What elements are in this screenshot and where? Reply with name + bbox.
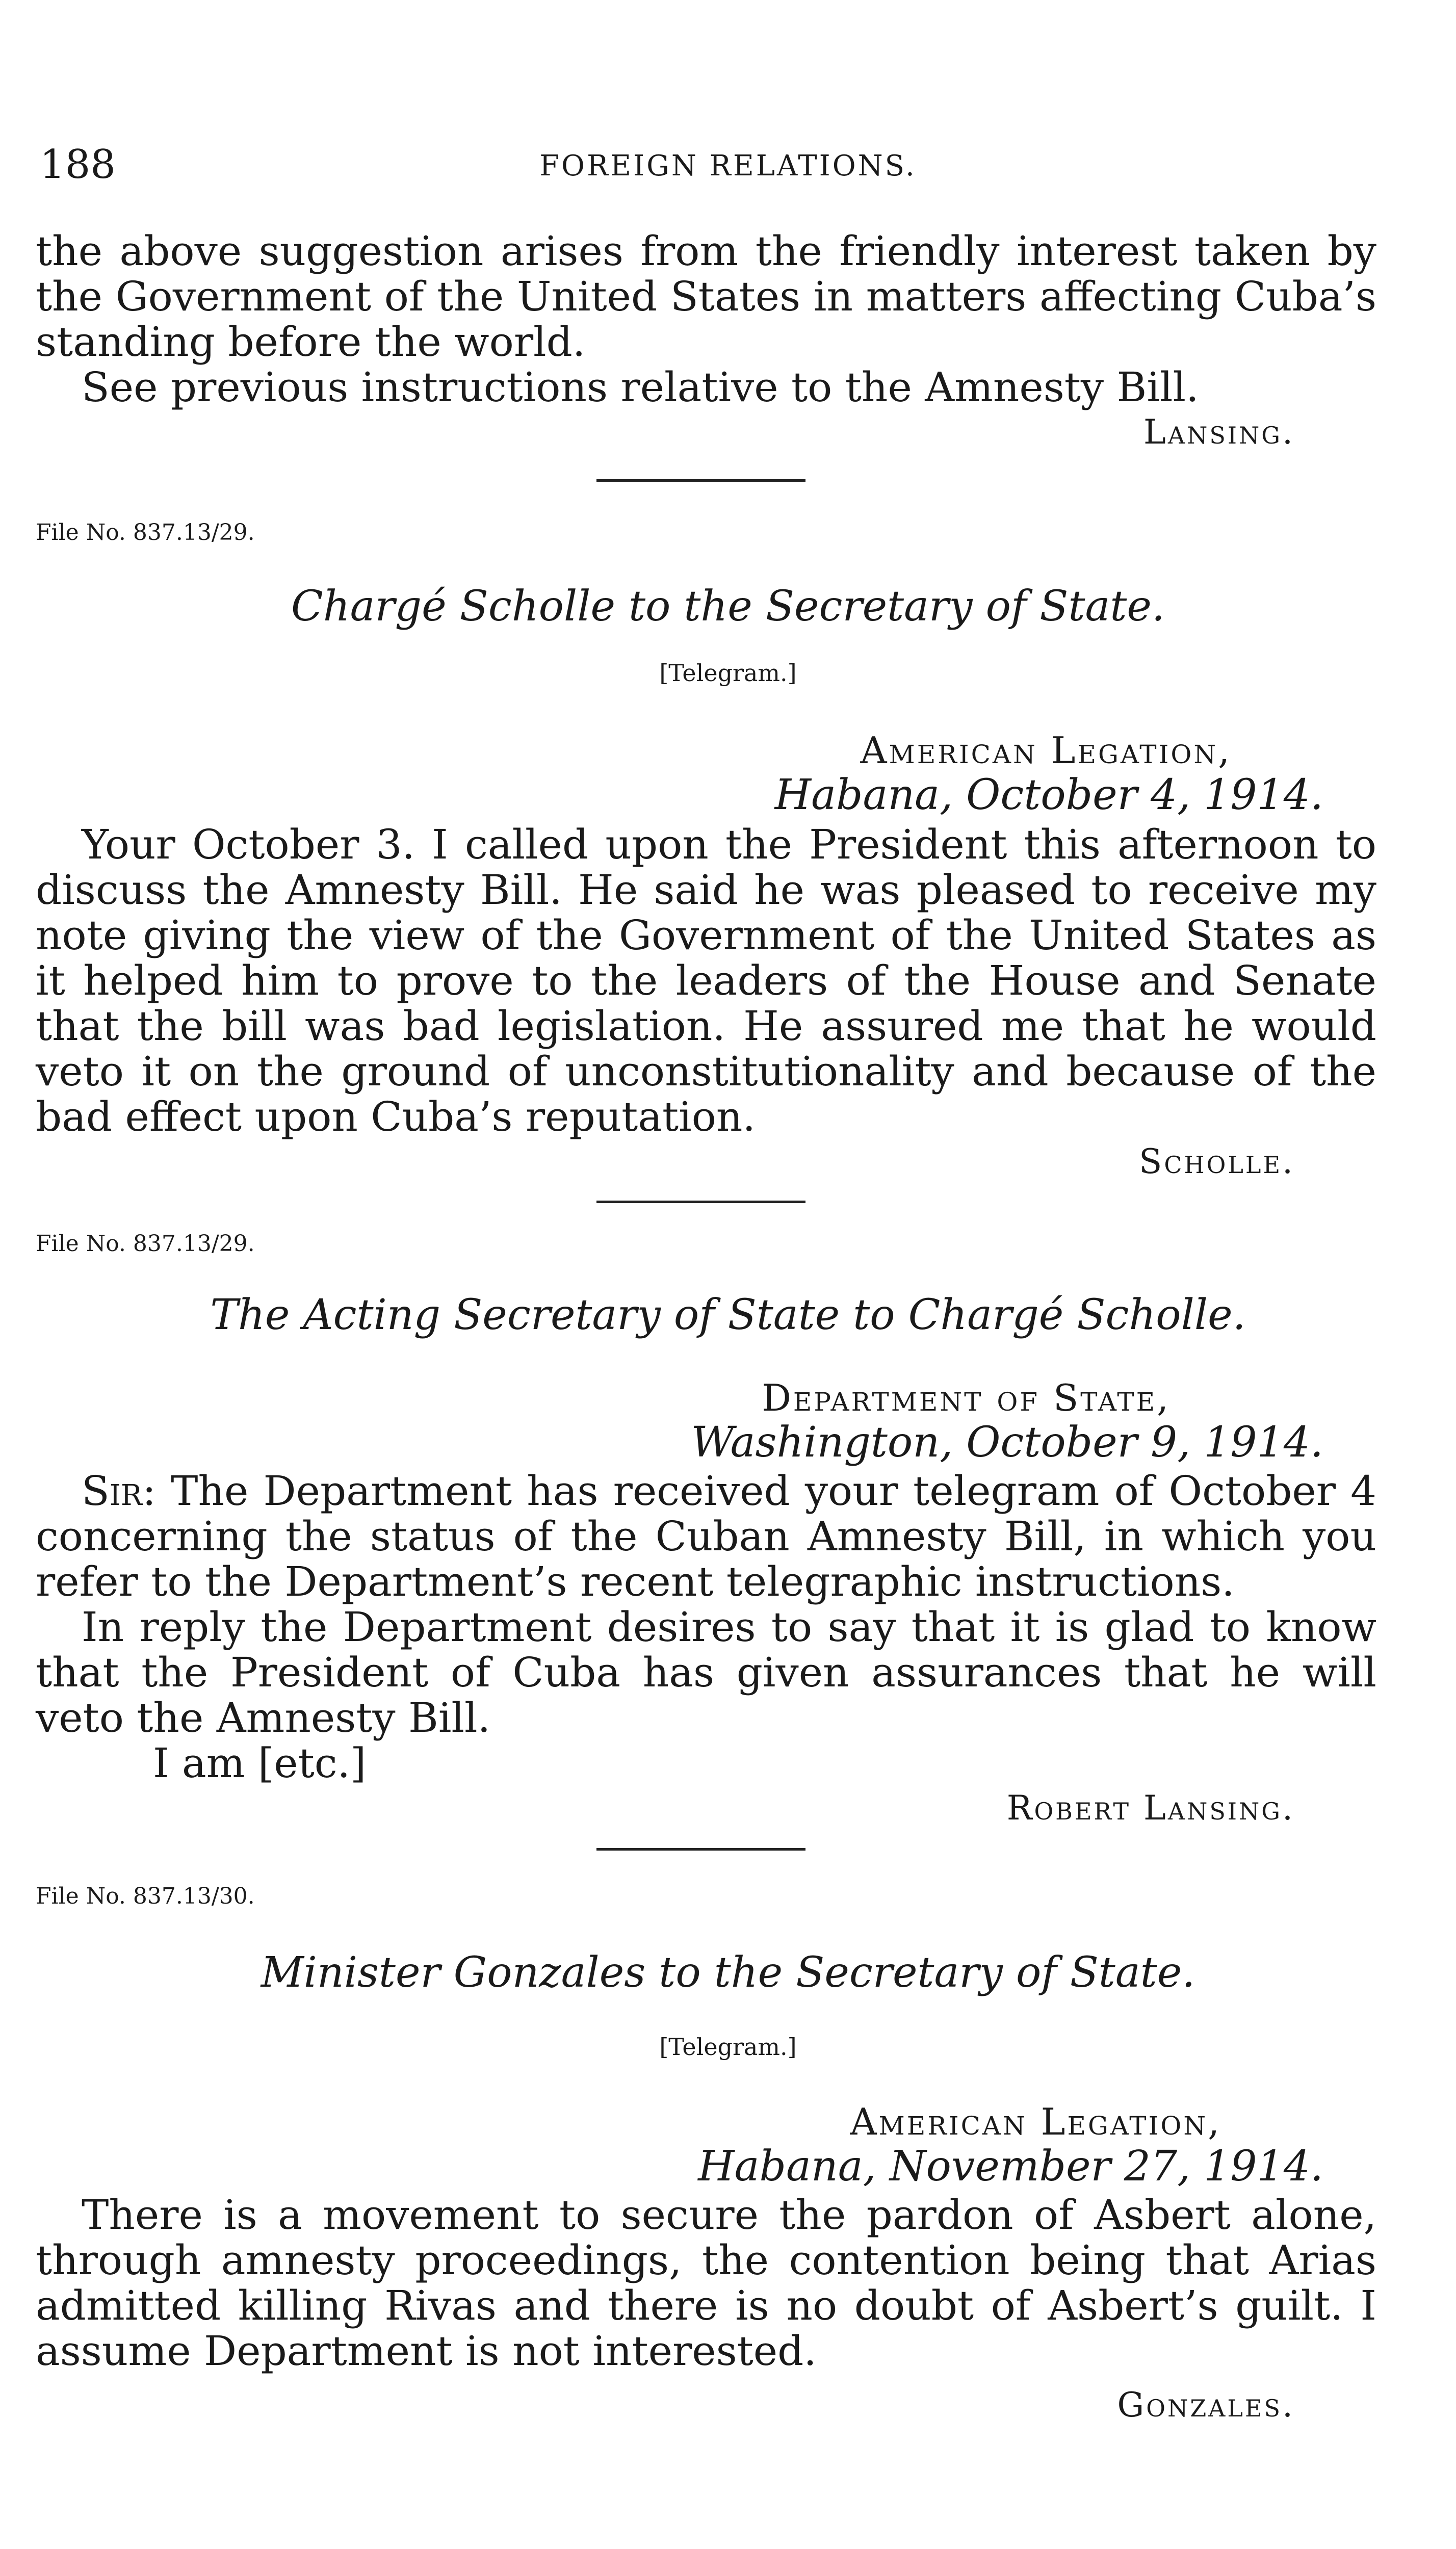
section-divider bbox=[596, 1848, 805, 1851]
section-divider bbox=[596, 1201, 805, 1203]
running-head: FOREIGN RELATIONS. bbox=[539, 149, 917, 183]
telegram-note: [Telegram.] bbox=[659, 659, 797, 687]
file-number: File No. 837.13/29. bbox=[36, 519, 255, 545]
telegram-body bbox=[36, 822, 1376, 1182]
signature-gonzales: Gonzales. bbox=[1117, 2385, 1295, 2425]
telegram-body bbox=[36, 2192, 1376, 2426]
body-paragraph-2: In reply the Department desires to say that it is glad to know that the President of Cuba has given assurances that he will veto the Amnesty Bill. bbox=[36, 1603, 1376, 1741]
signature-robert-lansing: Robert Lansing. bbox=[1006, 1788, 1295, 1828]
page-number: 188 bbox=[40, 142, 116, 188]
body-text: The Department has received your telegram of October 4 concerning the status of the Cuban Amnesty Bill, in which you refer to the Department’s recent telegraphic instructions. bbox=[36, 1467, 1377, 1605]
dateline: Washington, October 9, 1914. bbox=[691, 1418, 1323, 1467]
dateline: Habana, November 27, 1914. bbox=[698, 2142, 1323, 2191]
closing: I am [etc.] bbox=[153, 1739, 367, 1787]
dateline: Habana, October 4, 1914. bbox=[774, 771, 1323, 819]
document-title: The Acting Secretary of State to Chargé Scholle. bbox=[210, 1291, 1246, 1339]
continuation-block bbox=[36, 228, 1376, 453]
page-header bbox=[0, 142, 1456, 188]
office-name: American Legation, bbox=[860, 729, 1232, 772]
place-date-block bbox=[698, 2100, 1323, 2190]
place-date-block bbox=[691, 1376, 1323, 1466]
continuation-paragraph-2: See previous instructions relative to the Amnesty Bill. bbox=[82, 363, 1199, 411]
telegram-note: [Telegram.] bbox=[659, 2033, 797, 2061]
signature-lansing: Lansing. bbox=[1143, 412, 1295, 452]
body-paragraph: There is a movement to secure the pardon of Asbert alone, through amnesty proceedings, the contention being that Arias admitted killing Rivas and there is no doubt of Asbert’s guilt. I assume Department is not interested. bbox=[36, 2191, 1376, 2375]
document-title: Chargé Scholle to the Secretary of State. bbox=[291, 582, 1165, 631]
place-date-block bbox=[775, 729, 1323, 819]
document-title: Minister Gonzales to the Secretary of State. bbox=[261, 1948, 1195, 1997]
salutation: Sir: bbox=[82, 1467, 157, 1515]
office-name: Department of State, bbox=[762, 1376, 1171, 1419]
section-divider bbox=[596, 479, 805, 482]
continuation-paragraph: the above suggestion arises from the friendly interest taken by the Government of the United States in matters affecting Cuba’s standing before the world. bbox=[36, 227, 1376, 366]
body-paragraph: Your October 3. I called upon the President this afternoon to discuss the Amnesty Bill. He said he was pleased to receive my note giving the view of the Government of the United States as it helped him to prove to the leaders of the House and Senate that the bill was bad legislation. He assured me that he would veto it on the ground of unconstitutionality and because of the bad effect upon Cuba’s reputation. bbox=[36, 821, 1376, 1140]
file-number: File No. 837.13/30. bbox=[36, 1883, 255, 1909]
body-paragraph bbox=[36, 1468, 1376, 1604]
letter-body bbox=[36, 1468, 1376, 1829]
signature-scholle: Scholle. bbox=[1139, 1142, 1295, 1181]
file-number: File No. 837.13/29. bbox=[36, 1231, 255, 1257]
office-name: American Legation, bbox=[850, 2100, 1221, 2143]
